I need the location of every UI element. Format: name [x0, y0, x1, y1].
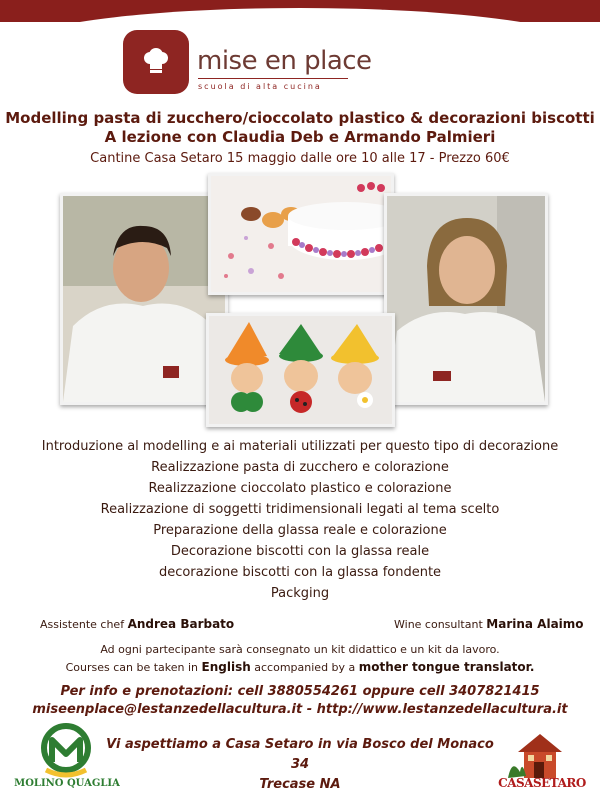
photo-chef-claudia — [384, 193, 548, 405]
photo-cake — [208, 173, 394, 295]
contact-web[interactable]: miseenplace@lestanzedellacultura.it - http://www.lestanzedellacultura.it — [32, 702, 568, 717]
brand-tagline: scuola di alta cucina — [198, 82, 322, 91]
assistant-credit — [40, 617, 234, 631]
gnome-figures-illustration — [209, 316, 392, 424]
course-info: Cantine Casa Setaro 15 maggio dalle ore 10 alle 17 - Prezzo 60€ — [90, 151, 510, 166]
chef-woman-illustration — [387, 196, 545, 402]
list-item: Realizzazione di soggetti tridimensionali legati al tema scelto — [100, 502, 500, 517]
brand-divider — [198, 78, 348, 79]
list-item: Preparazione della glassa reale e colorazione — [153, 523, 447, 538]
english-mid: accompanied by a — [254, 661, 356, 674]
mise-en-place-logo — [123, 30, 189, 94]
chef-man-illustration — [63, 196, 225, 402]
course-title: Modelling pasta di zucchero/cioccolato plastico & decorazioni biscotti — [5, 109, 595, 127]
program-list — [0, 436, 600, 583]
wine-label: Wine consultant — [394, 618, 483, 631]
list-item: Introduzione al modelling e ai materiali utilizzati per questo tipo di decorazione — [41, 439, 559, 454]
contact-phones: Per info e prenotazioni: cell 3880554261 oppure cell 3407821415 — [60, 684, 540, 699]
molino-quaglia-label: MOLINO QUAGLIA — [14, 778, 120, 789]
english-lang: English — [201, 660, 251, 674]
packing-item: Packging — [270, 586, 330, 601]
course-teachers: A lezione con Claudia Deb e Armando Palmieri — [104, 128, 496, 146]
english-translator: mother tongue translator. — [358, 660, 535, 674]
assistant-label: Assistente chef — [40, 618, 125, 631]
photo-chef-armando — [60, 193, 228, 405]
venue-line-2: Trecase NA — [259, 777, 341, 792]
cake-illustration — [211, 176, 391, 292]
brand-name: mise en place — [197, 46, 372, 76]
venue-line-1: Vi aspettiamo a Casa Setaro in via Bosco del Monaco 34 — [106, 737, 494, 772]
list-item: Realizzazione cioccolato plastico e colorazione — [148, 481, 452, 496]
list-item: Realizzazione pasta di zucchero e colorazione — [151, 460, 449, 475]
kit-note: Ad ogni partecipante sarà consegnato un kit didattico e un kit da lavoro. — [100, 643, 500, 656]
assistant-name: Andrea Barbato — [127, 617, 235, 631]
venue-address — [100, 735, 500, 795]
english-note — [0, 660, 600, 674]
list-item: Decorazione biscotti con la glassa reale — [170, 544, 430, 559]
casa-setaro-label: CASASETARO — [498, 776, 586, 790]
wine-credit — [394, 617, 584, 631]
photo-sugar-figures — [206, 313, 395, 427]
english-pre: Courses can be taken in — [65, 661, 199, 674]
wine-name: Marina Alaimo — [486, 617, 584, 631]
chef-hat-icon — [141, 47, 171, 77]
list-item: decorazione biscotti con la glassa fondente — [158, 565, 442, 580]
